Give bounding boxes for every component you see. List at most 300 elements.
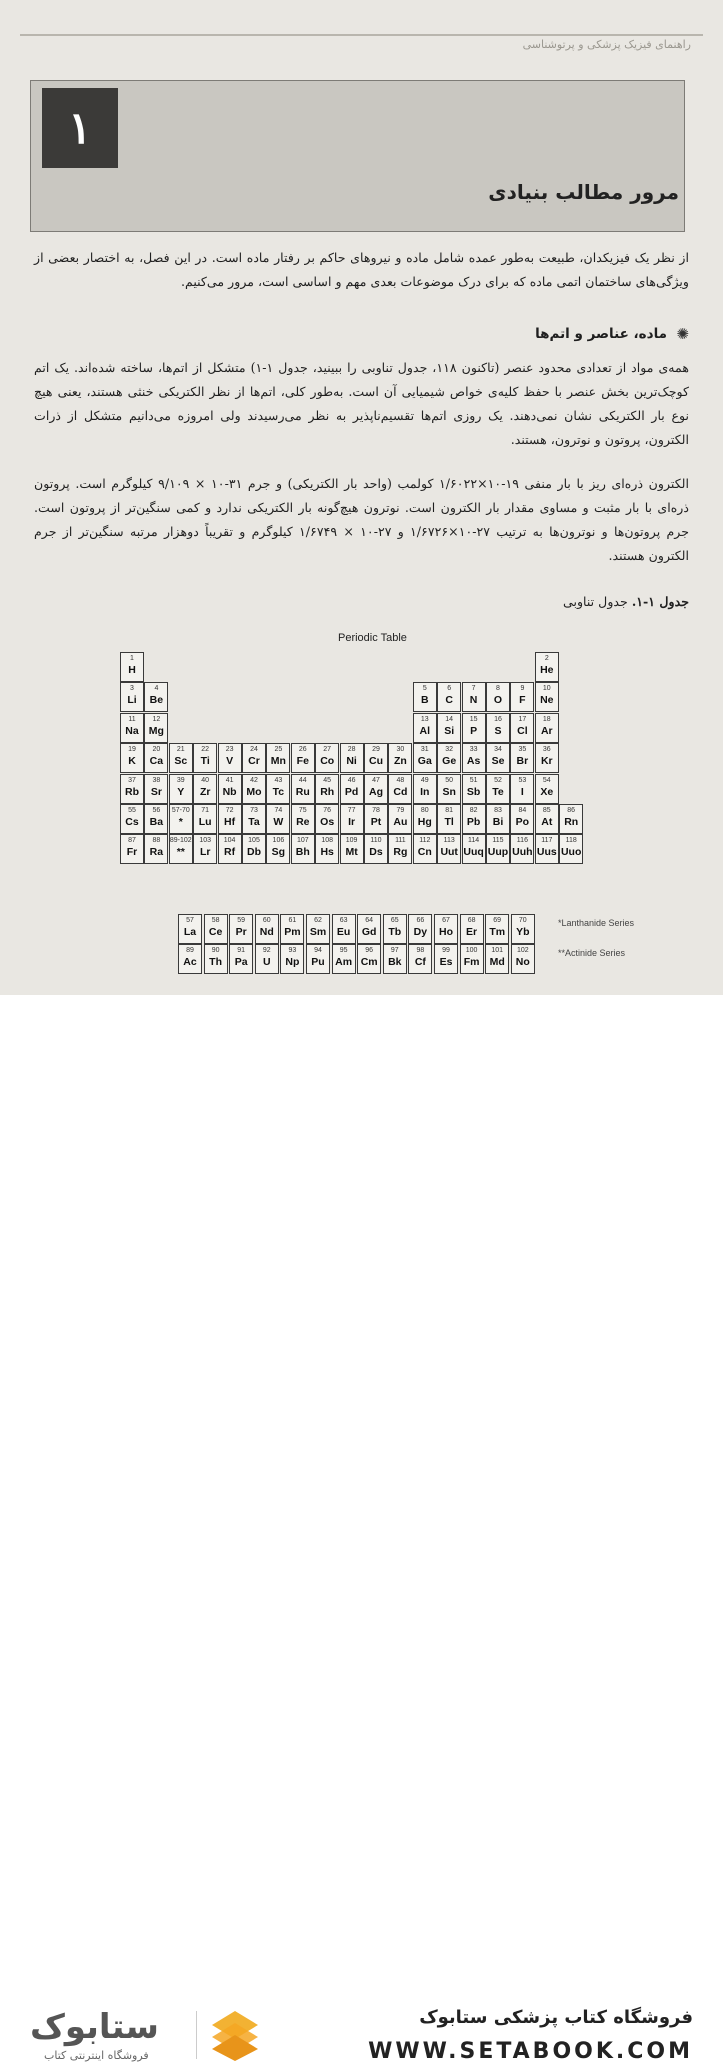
- element-number: 73: [250, 807, 258, 814]
- element-number: 88: [152, 837, 161, 845]
- element-symbol: Md: [489, 956, 505, 968]
- element-symbol: Cf: [414, 956, 426, 968]
- element-cell-s: [486, 713, 510, 743]
- element-symbol: Ti: [200, 755, 210, 768]
- element-symbol: Pa: [234, 956, 248, 968]
- element-number: 59: [237, 917, 246, 924]
- element-symbol: Ba: [149, 816, 164, 828]
- element-cell-ar: [535, 713, 559, 743]
- element-symbol: Zr: [199, 785, 211, 798]
- element-symbol: Sb: [466, 785, 481, 798]
- element-cell-u: [255, 944, 279, 974]
- element-cell-ra: [144, 834, 168, 864]
- element-cell-sn: [437, 774, 461, 804]
- element-symbol: Sn: [442, 785, 456, 798]
- element-number: 95: [339, 947, 348, 954]
- element-number: 71: [201, 807, 210, 814]
- element-cell-bk: [383, 944, 407, 974]
- element-cell-fm: [460, 944, 484, 974]
- element-cell-in: [413, 774, 437, 804]
- element-number: 116: [516, 837, 528, 845]
- element-cell-mn: [266, 743, 290, 773]
- element-number: 34: [494, 746, 502, 754]
- element-number: 49: [420, 776, 429, 784]
- element-symbol: Rn: [564, 816, 579, 828]
- element-symbol: Hs: [320, 846, 334, 859]
- element-number: 50: [445, 776, 454, 784]
- element-symbol: Os: [320, 816, 335, 828]
- store-logo-text: ستابوک: [30, 2007, 159, 2047]
- element-cell-ca: [144, 743, 168, 773]
- element-number: 37: [128, 776, 136, 784]
- element-number: 45: [323, 776, 332, 784]
- element-number: 69: [493, 917, 502, 924]
- element-cell-zr: [193, 774, 217, 804]
- element-cell-ni: [340, 743, 364, 773]
- footer-divider: [196, 2011, 197, 2059]
- element-cell-dy: [408, 914, 432, 944]
- element-cell-placeholderplaceholder: [169, 834, 193, 864]
- element-symbol: Ga: [417, 755, 432, 768]
- element-cell-la: [178, 914, 202, 944]
- element-number: 39: [176, 776, 185, 784]
- element-cell-hf: [218, 804, 242, 834]
- element-symbol: Db: [247, 846, 261, 859]
- element-number: 80: [420, 807, 429, 814]
- element-number: 65: [390, 917, 399, 924]
- element-number: 26: [298, 746, 307, 754]
- element-cell-au: [388, 804, 412, 834]
- element-symbol: Lu: [198, 816, 212, 828]
- element-cell-po: [510, 804, 534, 834]
- element-symbol: Cu: [369, 755, 383, 768]
- element-symbol: Uuq: [463, 846, 484, 859]
- element-symbol: Pr: [235, 926, 247, 938]
- element-symbol: Pt: [370, 816, 382, 828]
- element-cell-i: [510, 774, 534, 804]
- element-symbol: **: [176, 846, 185, 859]
- element-symbol: Na: [125, 724, 139, 737]
- element-number: 64: [365, 917, 374, 924]
- element-symbol: Sc: [174, 755, 188, 768]
- element-cell-mt: [340, 834, 364, 864]
- book-page: [0, 0, 723, 995]
- element-symbol: Ds: [369, 846, 383, 859]
- element-symbol: Xe: [540, 785, 554, 798]
- element-cell-ag: [364, 774, 388, 804]
- element-number: 16: [494, 715, 502, 723]
- element-cell-nd: [255, 914, 279, 944]
- element-cell-ce: [204, 914, 228, 944]
- element-symbol: Al: [419, 724, 431, 737]
- element-number: 36: [542, 746, 551, 754]
- element-symbol: Nd: [259, 926, 274, 938]
- element-symbol: Br: [516, 755, 529, 768]
- element-cell-al: [413, 713, 437, 743]
- actinide-series-label: **Actinide Series: [558, 948, 626, 958]
- element-symbol: Es: [439, 956, 453, 968]
- element-cell-th: [204, 944, 228, 974]
- element-cell-rf: [218, 834, 242, 864]
- element-number: 60: [262, 917, 271, 924]
- element-symbol: C: [445, 694, 453, 707]
- element-cell-hs: [315, 834, 339, 864]
- element-cell-er: [460, 914, 484, 944]
- element-number: 5: [422, 685, 427, 693]
- element-symbol: Ho: [439, 926, 453, 938]
- element-symbol: Mg: [148, 724, 164, 737]
- element-number: 13: [420, 715, 429, 723]
- element-symbol: *: [178, 816, 183, 828]
- element-cell-cf: [408, 944, 432, 974]
- element-symbol: Cn: [417, 846, 432, 859]
- element-number: 89: [186, 947, 194, 954]
- element-number: 35: [518, 746, 527, 754]
- element-symbol: Kr: [540, 755, 553, 768]
- element-number: 68: [467, 917, 476, 924]
- element-number: 97: [390, 947, 399, 954]
- element-number: 93: [288, 947, 297, 954]
- element-cell-cd: [388, 774, 412, 804]
- element-cell-cm: [357, 944, 381, 974]
- element-number: 52: [494, 776, 502, 784]
- element-symbol: Tl: [444, 816, 454, 828]
- element-symbol: Ge: [442, 755, 457, 768]
- element-number: 17: [518, 715, 527, 723]
- element-cell-rn: [559, 804, 583, 834]
- element-cell-np: [280, 944, 304, 974]
- element-cell-pu: [306, 944, 330, 974]
- element-number: 92: [262, 947, 271, 954]
- element-number: 99: [442, 947, 450, 954]
- element-symbol: La: [183, 926, 197, 938]
- chapter-banner: [30, 80, 685, 232]
- element-number: 42: [250, 776, 258, 784]
- element-symbol: Pu: [311, 956, 325, 968]
- element-number: 8: [496, 685, 500, 693]
- element-cell-b: [413, 682, 437, 712]
- element-cell-tm: [485, 914, 509, 944]
- element-cell-no: [511, 944, 535, 974]
- lanthanide-series-label: *Lanthanide Series: [558, 918, 635, 928]
- element-symbol: Rg: [393, 846, 408, 859]
- element-cell-nb: [218, 774, 242, 804]
- element-number: 24: [250, 746, 258, 754]
- element-cell-te: [486, 774, 510, 804]
- element-number: 86: [567, 807, 576, 814]
- element-number: 89-102: [169, 837, 192, 845]
- element-number: 63: [339, 917, 348, 924]
- element-cell-md: [485, 944, 509, 974]
- element-symbol: Zn: [393, 755, 407, 768]
- element-symbol: Nb: [222, 785, 237, 798]
- element-symbol: In: [420, 785, 430, 798]
- element-cell-ge: [437, 743, 461, 773]
- element-symbol: Er: [466, 926, 478, 938]
- element-number: 112: [419, 837, 431, 845]
- element-cell-hg: [413, 804, 437, 834]
- element-symbol: Fe: [296, 755, 309, 768]
- element-cell-at: [535, 804, 559, 834]
- element-number: 115: [492, 837, 504, 845]
- element-symbol: Ac: [183, 956, 197, 968]
- element-cell-ta: [242, 804, 266, 834]
- table-caption: [563, 594, 689, 609]
- element-cell-f: [510, 682, 534, 712]
- element-number: 106: [272, 837, 285, 845]
- element-number: 85: [542, 807, 551, 814]
- element-cell-tl: [437, 804, 461, 834]
- element-cell-se: [486, 743, 510, 773]
- element-symbol: Cl: [517, 724, 528, 737]
- element-number: 87: [128, 837, 136, 845]
- element-symbol: Tb: [388, 926, 402, 938]
- element-number: 11: [128, 715, 136, 723]
- element-cell-ru: [291, 774, 315, 804]
- element-number: 111: [395, 837, 406, 845]
- element-number: 46: [347, 776, 356, 784]
- element-number: 30: [396, 746, 405, 754]
- element-cell-yb: [511, 914, 535, 944]
- element-symbol: Te: [492, 785, 504, 798]
- element-number: 9: [520, 685, 525, 693]
- element-symbol: P: [470, 724, 478, 737]
- element-cell-zn: [388, 743, 412, 773]
- element-cell-o: [486, 682, 510, 712]
- element-number: 38: [152, 776, 161, 784]
- element-symbol: S: [494, 724, 502, 737]
- element-number: 43: [274, 776, 283, 784]
- element-symbol: I: [520, 785, 524, 798]
- element-number: 57-70: [171, 807, 190, 814]
- element-symbol: Be: [149, 694, 164, 707]
- element-cell-w: [266, 804, 290, 834]
- element-number: 1: [130, 655, 134, 662]
- element-symbol: Fm: [463, 956, 480, 968]
- element-number: 82: [469, 807, 478, 814]
- element-symbol: Dy: [413, 926, 428, 938]
- swirl-bullet-icon: ✺: [676, 325, 689, 343]
- element-cell-rb: [120, 774, 144, 804]
- element-symbol: As: [466, 755, 481, 768]
- element-number: 31: [420, 746, 429, 754]
- element-cell-eu: [332, 914, 356, 944]
- electron-paragraph: الکترون ذره‌ای ریز با بار منفی ۱۹-۱۰×۱/۶۰۲۲ کولمب (واحد بار الکتریکی) و جرم ۳۱-۱۰ × ۹/۱۰۹ کیلوگرم است. پروتون ذره‌ای با بار مثبت و مساوی مقدار بار الکترون است. نوترون هیچ‌گونه بار الکتریکی ندارد و کمی سنگین‌تر از پروتون است. جرم پروتون‌ها و نوترون‌ها به ترتیب ۲۷-۱۰×۱/۶۷۲۶ و ۲۷-۱۰ × ۱/۶۷۴۹ کیلوگرم و تقریباً دوهزار مرتبه سنگین‌تر از جرم الکترون هستند.: [34, 476, 690, 563]
- element-number: 98: [416, 947, 425, 954]
- element-cell-ga: [413, 743, 437, 773]
- element-cell-na: [120, 713, 144, 743]
- element-symbol: N: [469, 694, 478, 707]
- element-number: 109: [345, 837, 358, 845]
- element-number: 118: [565, 837, 577, 845]
- element-number: 81: [445, 807, 454, 814]
- element-symbol: Th: [209, 956, 222, 968]
- element-symbol: U: [263, 956, 271, 968]
- element-symbol: Ca: [149, 755, 164, 768]
- element-cell-p: [462, 713, 486, 743]
- element-cell-as: [462, 743, 486, 773]
- element-symbol: Sm: [309, 926, 327, 938]
- element-symbol: F: [519, 694, 526, 707]
- element-number: 44: [298, 776, 307, 784]
- element-cell-ne: [535, 682, 559, 712]
- element-cell-h: [120, 652, 144, 682]
- element-number: 110: [370, 837, 382, 845]
- element-symbol: Ra: [149, 846, 164, 859]
- element-number: 10: [542, 685, 551, 693]
- element-symbol: Sr: [150, 785, 162, 798]
- element-symbol: Bh: [295, 846, 310, 859]
- element-symbol: Mt: [345, 846, 358, 859]
- element-number: 57: [186, 917, 194, 924]
- element-symbol: Si: [444, 724, 455, 737]
- element-number: 6: [447, 685, 452, 693]
- element-number: 2: [544, 655, 549, 662]
- element-cell-gd: [357, 914, 381, 944]
- element-symbol: Ni: [346, 755, 357, 768]
- element-number: 14: [445, 715, 454, 723]
- element-cell-rg: [388, 834, 412, 864]
- element-number: 114: [468, 837, 480, 845]
- element-number: 76: [323, 807, 332, 814]
- element-symbol: Co: [320, 755, 335, 768]
- header-rule: [20, 34, 703, 36]
- element-cell-uus: [535, 834, 559, 864]
- element-cell-be: [144, 682, 168, 712]
- element-symbol: Po: [515, 816, 530, 828]
- element-number: 40: [201, 776, 210, 784]
- element-symbol: Au: [393, 816, 408, 828]
- element-number: 22: [201, 746, 210, 754]
- element-number: 102: [516, 947, 529, 954]
- element-symbol: Uuh: [512, 846, 533, 859]
- element-symbol: Ta: [248, 816, 260, 828]
- element-symbol: Tm: [489, 926, 506, 938]
- element-number: 53: [518, 776, 527, 784]
- element-symbol: Ru: [295, 785, 310, 798]
- element-number: 20: [152, 746, 161, 754]
- element-cell-db: [242, 834, 266, 864]
- element-cell-cn: [413, 834, 437, 864]
- element-cell-pa: [229, 944, 253, 974]
- section-heading: [535, 326, 689, 342]
- element-symbol: Rf: [224, 846, 236, 859]
- element-number: 77: [347, 807, 356, 814]
- element-symbol: Eu: [336, 926, 351, 938]
- element-cell-kr: [535, 743, 559, 773]
- element-symbol: Ce: [208, 926, 223, 938]
- element-cell-sb: [462, 774, 486, 804]
- element-number: 54: [542, 776, 551, 784]
- element-cell-uuh: [510, 834, 534, 864]
- element-cell-cr: [242, 743, 266, 773]
- element-cell-n: [462, 682, 486, 712]
- element-number: 75: [298, 807, 307, 814]
- running-head: راهنمای فیزیک پزشکی و پرتوشناسی: [522, 38, 691, 51]
- element-symbol: Cs: [125, 816, 139, 828]
- element-cell-sg: [266, 834, 290, 864]
- element-symbol: Bk: [388, 956, 402, 968]
- element-number: 104: [223, 837, 236, 845]
- element-symbol: Np: [285, 956, 300, 968]
- element-number: 33: [469, 746, 478, 754]
- chapter-number: ۱: [42, 88, 118, 168]
- element-cell-pd: [340, 774, 364, 804]
- element-number: 83: [494, 807, 502, 814]
- element-symbol: Li: [127, 694, 137, 707]
- element-symbol: Gd: [361, 926, 377, 938]
- element-symbol: Fr: [126, 846, 138, 859]
- element-number: 117: [541, 837, 553, 845]
- element-cell-tb: [383, 914, 407, 944]
- element-number: 18: [542, 715, 551, 723]
- element-number: 47: [372, 776, 380, 784]
- element-cell-sr: [144, 774, 168, 804]
- table-caption-text: جدول تناوبی: [562, 594, 632, 609]
- element-symbol: Uuo: [560, 846, 582, 859]
- element-cell-pb: [462, 804, 486, 834]
- element-number: 3: [130, 685, 134, 693]
- element-symbol: K: [128, 755, 136, 768]
- element-number: 96: [365, 947, 374, 954]
- element-number: 25: [274, 746, 283, 754]
- element-cell-ds: [364, 834, 388, 864]
- element-number: 108: [321, 837, 334, 845]
- element-cell-ir: [340, 804, 364, 834]
- element-cell-y: [169, 774, 193, 804]
- element-symbol: H: [128, 664, 136, 676]
- element-number: 67: [442, 917, 450, 924]
- element-number: 55: [128, 807, 136, 814]
- element-cell-xe: [535, 774, 559, 804]
- element-number: 7: [471, 685, 476, 693]
- element-symbol: Hf: [224, 816, 236, 828]
- table-caption-number: جدول ۱-۱.: [631, 594, 689, 609]
- element-symbol: Mn: [270, 755, 286, 768]
- element-cell-os: [315, 804, 339, 834]
- element-number: 19: [128, 746, 136, 754]
- store-logo-subtitle: فروشگاه اینترنتی کتاب: [44, 2049, 149, 2062]
- element-cell-pm: [280, 914, 304, 944]
- element-cell-ba: [144, 804, 168, 834]
- element-number: 103: [199, 837, 212, 845]
- element-cell-re: [291, 804, 315, 834]
- element-number: 32: [445, 746, 454, 754]
- store-url-link[interactable]: WWW.SETABOOK.COM: [368, 2039, 693, 2064]
- element-symbol: Uup: [487, 846, 509, 859]
- element-cell-cl: [510, 713, 534, 743]
- element-cell-rh: [315, 774, 339, 804]
- element-number: 105: [248, 837, 260, 845]
- element-cell-uuq: [462, 834, 486, 864]
- element-symbol: Ir: [348, 816, 356, 828]
- element-number: 15: [469, 715, 478, 723]
- element-symbol: Sg: [271, 846, 286, 859]
- element-symbol: V: [226, 755, 234, 768]
- element-number: 90: [211, 947, 220, 954]
- element-symbol: Rh: [320, 785, 335, 798]
- element-symbol: Mo: [246, 785, 262, 798]
- element-number: 84: [518, 807, 527, 814]
- element-symbol: Lr: [199, 846, 211, 859]
- element-symbol: Uut: [440, 846, 458, 859]
- element-cell-tc: [266, 774, 290, 804]
- element-number: 48: [396, 776, 405, 784]
- element-symbol: Cm: [360, 956, 378, 968]
- element-cell-uup: [486, 834, 510, 864]
- element-cell-pr: [229, 914, 253, 944]
- element-cell-ho: [434, 914, 458, 944]
